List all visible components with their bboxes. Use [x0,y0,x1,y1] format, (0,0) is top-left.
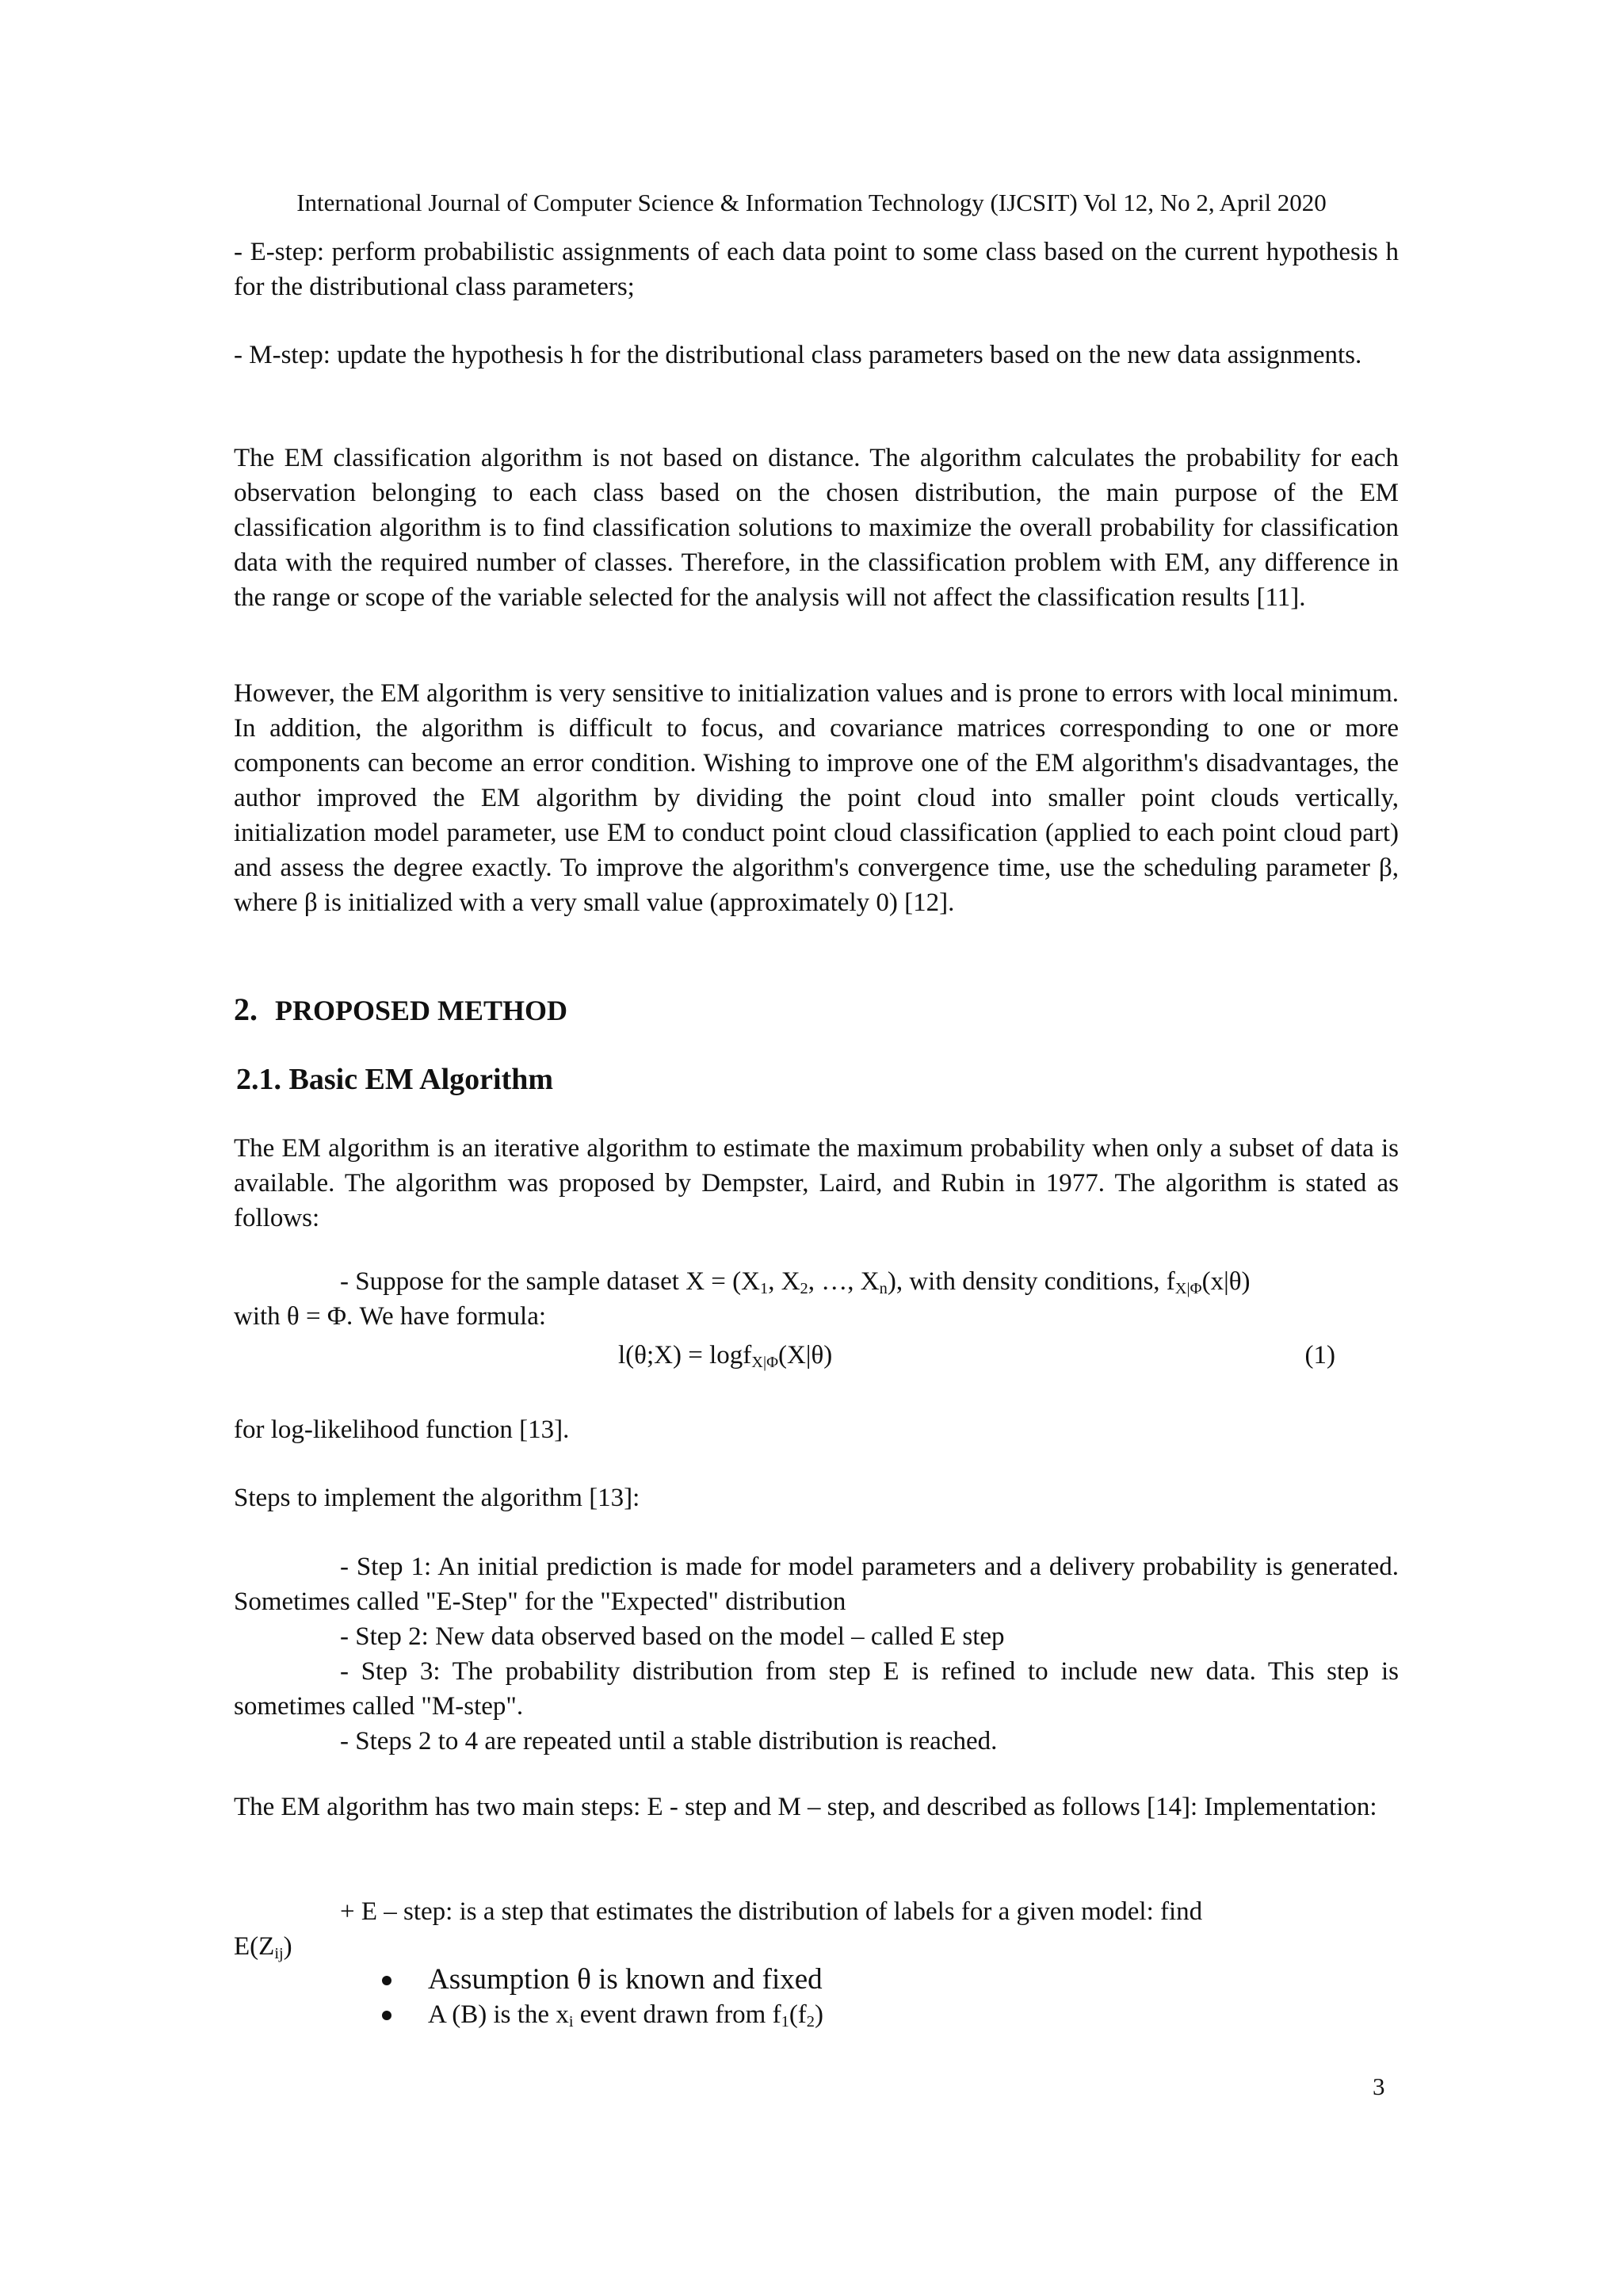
bullet-list [380,1962,1411,2032]
paragraph-log-likelihood: for log-likelihood function [13]. [234,1415,570,1444]
bullet-item: A (B) is the $x_i$ event drawn from $f_1(f_2)$ [380,1997,1411,2032]
bullet-item: Assumption θ is known and fixed [380,1962,1411,1997]
step-item: - Step 3: The probability distribution from step E is refined to include new data. This step is sometimes called "M-step". [234,1657,1399,1721]
equation-formula: l(θ;X) = logf$_{X|\Phi}$(X|θ) [618,1341,833,1372]
e-step-line: + E – step: is a step that estimates the distribution of labels for a given model: find [340,1897,1203,1926]
paragraph-suppose [234,1264,1399,1334]
step-item: - Step 2: New data observed based on the model – called E step [340,1622,1005,1651]
paragraph-em-classification: The EM classification algorithm is not based on distance. The algorithm calculates the probability for each observation belonging to each class based on the chosen distribution, the main purpose of the EM classification algorithm is to find classification solutions to maximize the overall probability for classification data with the required number of classes. Therefore, in the classification problem with EM, any difference in the range or scope of the variable selected for the analysis will not affect the classification results [11]. [234,444,1399,612]
step-item: - Steps 2 to 4 are repeated until a stable distribution is reached. [340,1727,998,1755]
paragraph-em-sensitivity: However, the EM algorithm is very sensitive to initialization values and is prone to errors with local minimum. In addition, the algorithm is difficult to focus, and covariance matrices corresponding to one or more components can become an error condition. Wishing to improve one of the EM algorithm's disadvantages, the author improved the EM algorithm by dividing the point cloud into smaller point clouds vertically, initialization model parameter, use EM to conduct point cloud classification (applied to each point cloud part) and assess the degree exactly. To improve the algorithm's convergence time, use the scheduling parameter β, where β is initialized with a very small value (approximately 0) [12]. [234,679,1399,917]
section-heading [234,992,1399,1028]
page-number: 3 [1373,2073,1385,2100]
paragraph-e-step: - E-step: perform probabilistic assignments of each data point to some class based on the current hypothesis h for the distributional class parameters; [234,238,1399,301]
journal-header: International Journal of Computer Science & Information Technology (IJCSIT) Vol 12, No 2, April 2020 [296,189,1327,216]
paragraph-e-step-estimate [234,1894,1399,1964]
paragraph-m-step: - M-step: update the hypothesis h for the distributional class parameters based on the new data assignments. [234,341,1362,369]
e-step-line-2: $E(Z_{ij})$ [234,1932,292,1963]
step-item: - Step 1: An initial prediction is made for model parameters and a delivery probability is generated. Sometimes called "E-Step" for the "Expected" distribution [234,1553,1399,1616]
section-number: 2. [234,991,258,1027]
bullet-dot-icon [382,1976,391,1985]
bullet-dot-icon [382,2011,391,2020]
paragraph-two-steps: The EM algorithm has two main steps: E - step and M – step, and described as follows [14]: Implementation: [234,1793,1377,1821]
subsection-heading: 2.1. Basic EM Algorithm [236,1063,554,1096]
suppose-line-2: with θ = Φ. We have formula: [234,1302,547,1331]
section-title: PROPOSED METHOD [275,995,568,1026]
steps-list [234,1549,1399,1759]
suppose-line: - Suppose for the sample dataset $X = (X_1$, $X_2$, …, $X_n$), with density conditions, $f_{X|\Phi}(x|\theta)$ [340,1267,1251,1298]
paragraph-em-intro: The EM algorithm is an iterative algorithm to estimate the maximum probability when only a subset of data is available. The algorithm was proposed by Dempster, Laird, and Rubin in 1977. The algorithm is stated as follows: [234,1134,1399,1232]
paragraph-steps-intro: Steps to implement the algorithm [13]: [234,1484,640,1512]
equation-number: (1) [1304,1341,1335,1370]
